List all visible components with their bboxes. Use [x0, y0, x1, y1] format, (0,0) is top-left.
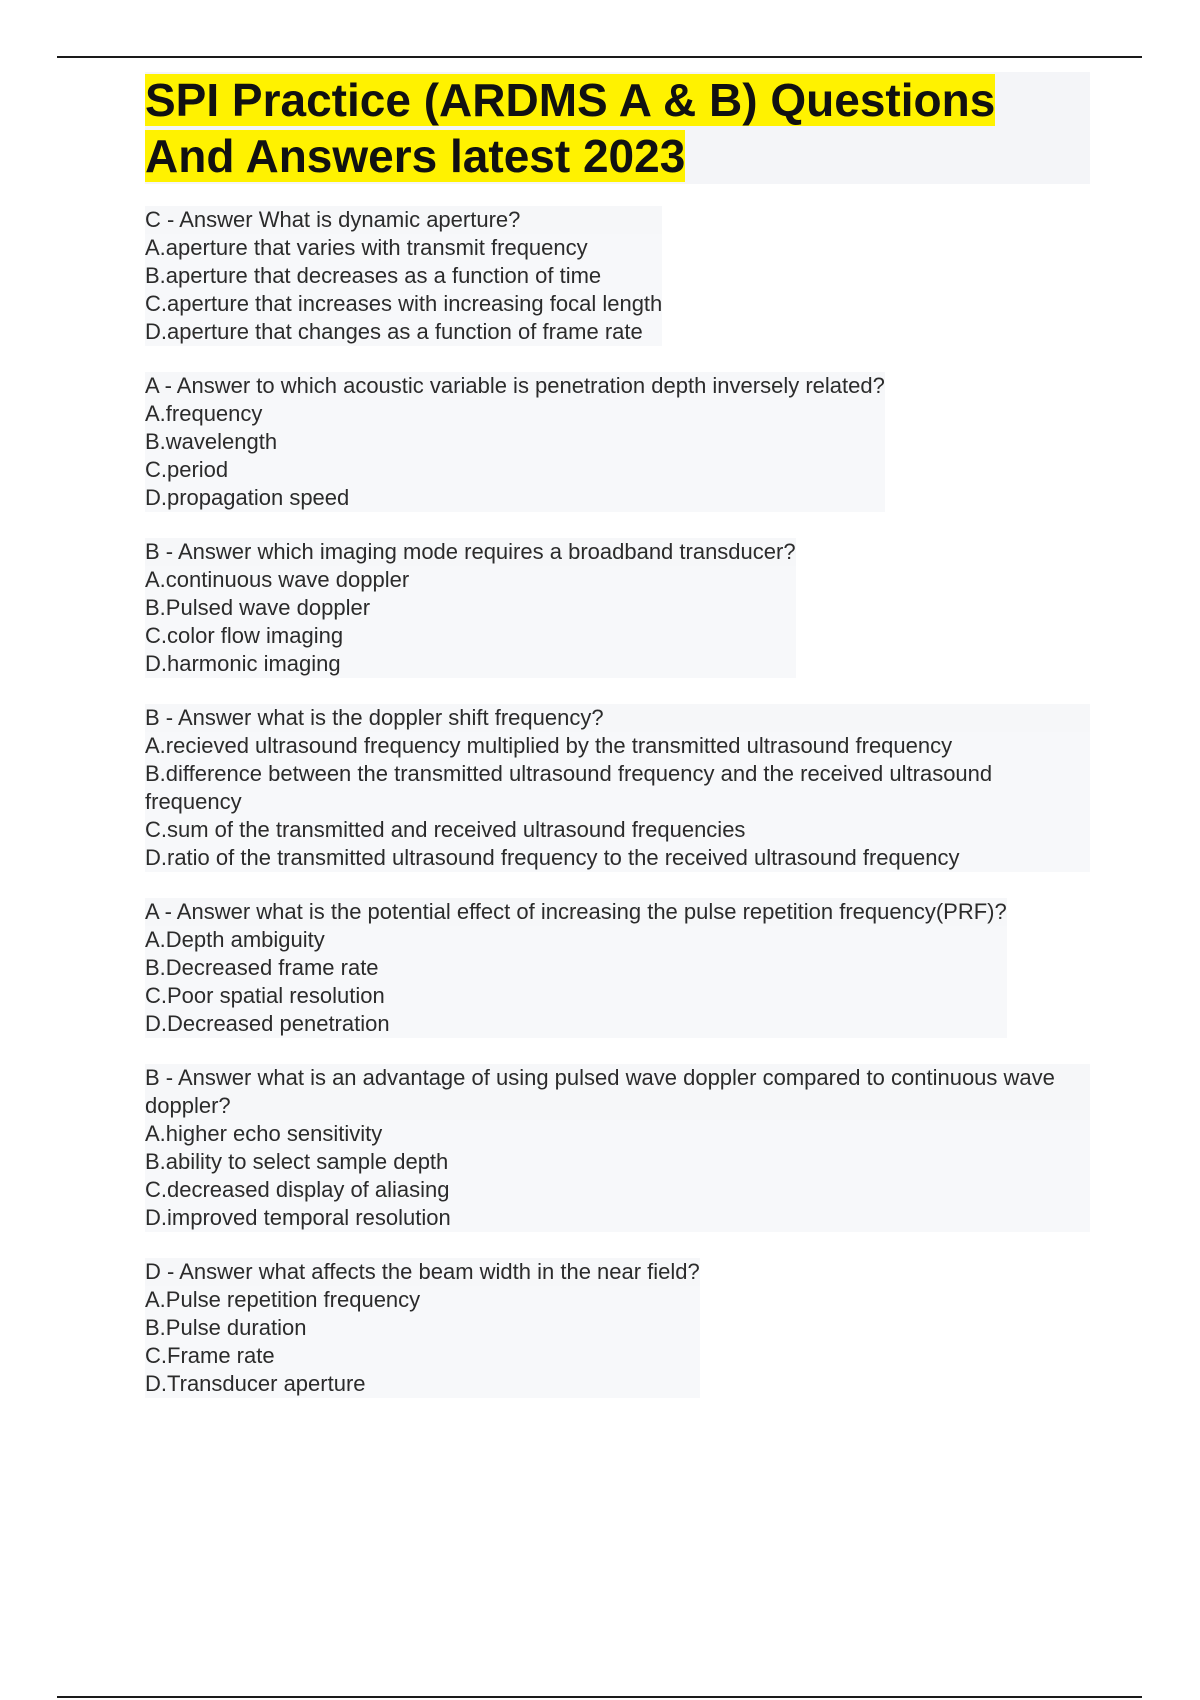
- option-a: A.Depth ambiguity: [145, 927, 325, 952]
- option-list: [145, 1120, 1090, 1232]
- option-b: B.Decreased frame rate: [145, 955, 379, 980]
- option-b: B.Pulsed wave doppler: [145, 595, 371, 620]
- option-a: A.aperture that varies with transmit frequency: [145, 235, 588, 260]
- option-c: C.color flow imaging: [145, 623, 344, 648]
- option-c: C.period: [145, 457, 229, 482]
- option-list: [145, 234, 662, 346]
- option-list: [145, 566, 796, 678]
- question-text: A - Answer to which acoustic variable is penetration depth inversely related?: [145, 373, 885, 398]
- option-d: D.aperture that changes as a function of frame rate: [145, 319, 643, 344]
- document-title: SPI Practice (ARDMS A & B) Questions And Answers latest 2023: [145, 74, 996, 182]
- question-text: D - Answer what affects the beam width in the near field?: [145, 1259, 700, 1284]
- option-b: B.aperture that decreases as a function of time: [145, 263, 602, 288]
- option-d: D.improved temporal resolution: [145, 1205, 451, 1230]
- option-c: C.sum of the transmitted and received ultrasound frequencies: [145, 817, 746, 842]
- option-b: B.difference between the transmitted ultrasound frequency and the received ultrasound frequency: [145, 761, 993, 814]
- option-a: A.higher echo sensitivity: [145, 1121, 383, 1146]
- title-block: [145, 72, 1090, 184]
- option-c: C.aperture that increases with increasing focal length: [145, 291, 663, 316]
- option-c: C.Poor spatial resolution: [145, 983, 385, 1008]
- option-list: [145, 926, 1007, 1038]
- question-block: [145, 898, 1007, 1038]
- question-block: [145, 1064, 1090, 1232]
- option-d: D.Decreased penetration: [145, 1011, 390, 1036]
- option-list: [145, 1286, 700, 1398]
- document-body: [145, 72, 1090, 1424]
- bottom-divider: [57, 1696, 1142, 1698]
- option-d: D.ratio of the transmitted ultrasound frequency to the received ultrasound frequency: [145, 845, 960, 870]
- question-block: [145, 538, 796, 678]
- option-a: A.Pulse repetition frequency: [145, 1287, 421, 1312]
- option-b: B.wavelength: [145, 429, 278, 454]
- option-list: [145, 732, 1090, 872]
- top-divider: [57, 56, 1142, 58]
- question-block: [145, 206, 662, 346]
- option-a: A.frequency: [145, 401, 263, 426]
- question-block: [145, 1258, 700, 1398]
- option-a: A.continuous wave doppler: [145, 567, 410, 592]
- question-block: [145, 704, 1090, 872]
- option-b: B.ability to select sample depth: [145, 1149, 449, 1174]
- option-d: D.Transducer aperture: [145, 1371, 366, 1396]
- question-text: B - Answer what is the doppler shift frequency?: [145, 704, 1090, 732]
- question-text: B - Answer which imaging mode requires a broadband transducer?: [145, 539, 796, 564]
- option-d: D.harmonic imaging: [145, 651, 341, 676]
- question-block: [145, 372, 885, 512]
- option-a: A.recieved ultrasound frequency multiplied by the transmitted ultrasound frequency: [145, 733, 953, 758]
- option-d: D.propagation speed: [145, 485, 350, 510]
- question-text: B - Answer what is an advantage of using pulsed wave doppler compared to continuous wave doppler?: [145, 1064, 1090, 1120]
- question-text: A - Answer what is the potential effect of increasing the pulse repetition frequency(PRF)?: [145, 899, 1007, 924]
- option-c: C.decreased display of aliasing: [145, 1177, 450, 1202]
- option-list: [145, 400, 885, 512]
- option-c: C.Frame rate: [145, 1343, 275, 1368]
- question-text: C - Answer What is dynamic aperture?: [145, 206, 662, 234]
- option-b: B.Pulse duration: [145, 1315, 307, 1340]
